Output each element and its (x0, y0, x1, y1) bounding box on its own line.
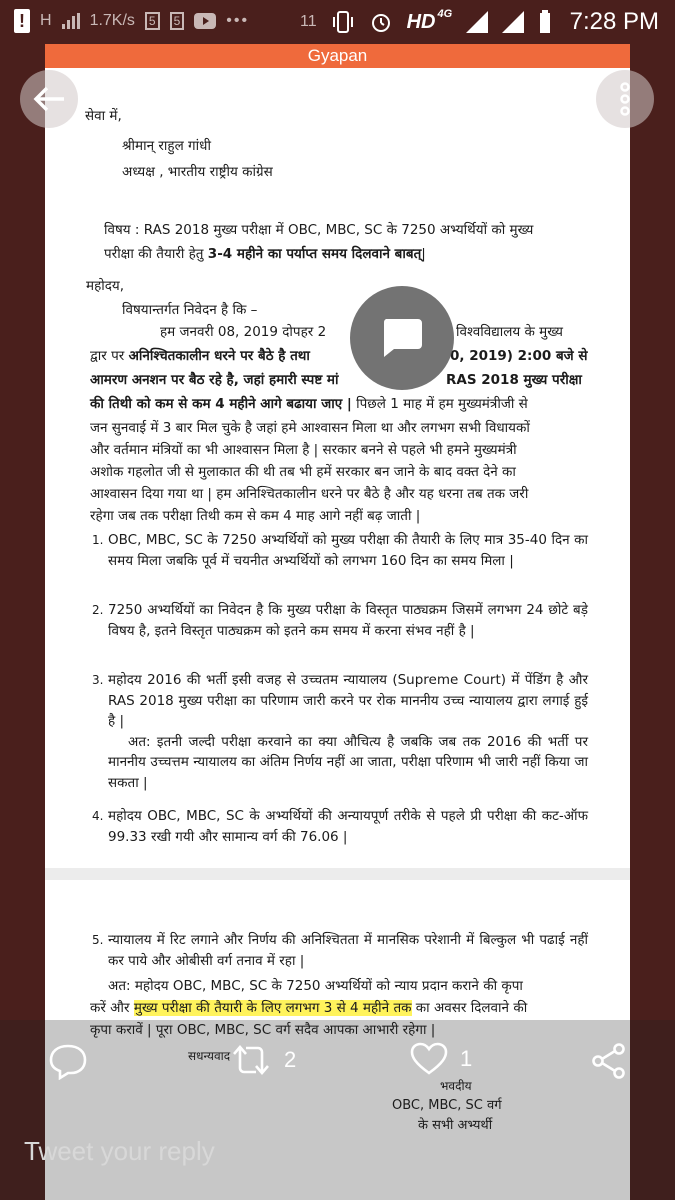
body-3a: आमरण अनशन पर बैठ रहे है, जहां हमारी स्पष्ट मां (90, 372, 339, 388)
list-item (92, 530, 588, 571)
cell-signal-2-icon (502, 11, 524, 33)
battery-icon (538, 10, 552, 34)
body-1a: हम जनवरी 08, 2019 दोपहर 2 (160, 324, 327, 340)
alarm-icon (369, 10, 393, 34)
body-line-5: जन सुनवाई में 3 बार मिल चुके है जहां हमे आश्वासन मिला था और लगभग सभी विधायकों (90, 420, 530, 436)
recipient-name: श्रीमान् राहुल गांधी (122, 138, 211, 154)
back-arrow-icon (32, 85, 66, 113)
partial-time: 11 (300, 13, 317, 30)
subject-end: | (421, 246, 426, 262)
clock: 7:28 PM (569, 8, 659, 35)
signature-1: भवदीय (440, 1079, 472, 1093)
tweet-actions-overlay (0, 1020, 675, 1200)
closing-2c: का अवसर दिलवाने की (411, 1000, 528, 1016)
alert-icon: ! (14, 9, 30, 33)
share-icon (590, 1042, 628, 1080)
body-2c: 0, 2019) 2:00 बजे से (450, 348, 588, 364)
vibrate-icon (331, 10, 355, 34)
list-number: 5. (92, 933, 104, 947)
body-line-7: अशोक गहलोत जी से मुलाकात की थी तब भी हमें सरकार बन जाने के बाद वक्त देने का (90, 464, 516, 480)
reply-icon (48, 1042, 88, 1080)
reply-action[interactable] (48, 1042, 88, 1080)
body-line-4 (90, 394, 590, 415)
closing-line-2 (90, 998, 590, 1019)
back-button[interactable] (20, 70, 78, 128)
intro-line: विषयान्तर्गत निवेदन है कि – (122, 302, 258, 318)
thanks-text: सधन्यवाद (188, 1049, 231, 1063)
closing-2a: करें और (90, 1000, 134, 1016)
list-text: OBC, MBC, SC के 7250 अभ्यर्थियों को मुख्य परीक्षा की तैयारी के लिए मात्र 35-40 दिन का समय मिला जबकि पूर्व में चयनीत अभ्यर्थियों को लगभग 160 दिन का समय मिला | (108, 532, 588, 569)
notification-badge-1: 5 (145, 12, 160, 30)
body-line-9: रहेगा जब तक परीक्षा तिथी कम से कम 4 माह आगे नहीं बढ़ जाती | (90, 508, 421, 524)
body-line-3 (90, 370, 590, 391)
share-action[interactable] (590, 1042, 628, 1080)
subject-emphasis: 3-4 महीने का पर्याप्त समय दिलवाने बाबत् (207, 246, 422, 262)
list-item (92, 600, 588, 641)
list-text-extra: अत: इतनी जल्दी परीक्षा करवाने का क्या औचित्य है जबकि जब तक 2016 की भर्ती पर माननीय उच्चत्तम न्यायालय का अंतिम निर्णय नहीं आ जाता, परीक्षा परिणाम भी जारी नहीं किया जा सकता | (108, 733, 588, 791)
retweet-icon (230, 1042, 272, 1078)
page-break (45, 868, 630, 880)
signature-2: OBC, MBC, SC वर्ग (392, 1098, 502, 1113)
retweet-action[interactable] (230, 1042, 296, 1078)
body-line-6: और वर्तमान मंत्रियों का भी आश्वासन मिला है | सरकार बनने से पहले भी हमने मुख्यमंत्री (90, 442, 517, 458)
greeting: महोदय, (86, 278, 125, 294)
list-number: 1. (92, 533, 104, 547)
closing-line-3: कृपा करावें | पूरा OBC, MBC, SC वर्ग सदैव आपका आभारी रहेगा | (90, 1022, 436, 1038)
cell-signal-icon (466, 11, 488, 33)
list-item (92, 806, 588, 847)
body-1b: विश्वविद्यालय के मुख्य (456, 324, 563, 340)
more-vertical-icon (618, 82, 632, 116)
closing-line-1: अत: महोदय OBC, MBC, SC के 7250 अभ्यर्थियों को न्याय प्रदान कराने की कृपा (108, 978, 523, 994)
list-text: महोदय 2016 की भर्ती इसी वजह से उच्चतम न्यायालय (Supreme Court) में पेंडिंग है और RAS 2018 मुख्य परीक्षा का परिणाम जारी करने पर रोक माननीय उच्च न्यायालय द्वारा लगाई हुई है | (108, 672, 588, 729)
lte-indicator: 4G (437, 8, 453, 20)
like-action[interactable] (410, 1042, 472, 1076)
list-number: 3. (92, 673, 104, 687)
list-text: महोदय OBC, MBC, SC के अभ्यर्थियों की अन्यायपूर्ण तरीके से पहले प्री परीक्षा की कट-ऑफ 99.33 रखी गयी और सामान्य वर्ग की 76.06 | (108, 808, 588, 845)
signal-icon (62, 13, 80, 29)
like-count: 1 (460, 1046, 473, 1071)
body-line-2 (90, 346, 590, 367)
body-line-1 (90, 322, 590, 343)
subject-line-2 (104, 244, 594, 265)
notification-badge-2: 5 (170, 12, 185, 30)
recipient-title: अध्यक्ष , भारतीय राष्ट्रीय कांग्रेस (122, 164, 273, 180)
signature-3: के सभी अभ्यर्थी (418, 1118, 493, 1133)
list-number: 2. (92, 603, 104, 617)
hd-indicator: HD (406, 10, 436, 33)
subject-line-1: विषय : RAS 2018 मुख्य परीक्षा में OBC, MBC, SC के 7250 अभ्यर्थियों को मुख्य (104, 222, 534, 238)
comment-button[interactable] (350, 286, 454, 390)
chat-bubble-icon (380, 317, 424, 359)
list-number: 4. (92, 809, 104, 823)
closing-highlight: मुख्य परीक्षा की तैयारी के लिए लगभग 3 से 4 महीने तक (133, 1000, 412, 1016)
more-options-button[interactable] (596, 70, 654, 128)
list-text: न्यायालय में रिट लगाने और निर्णय की अनिश्चितता में मानसिक परेशानी में बिल्कुल भी पढाई नहीं कर पाये और ओबीसी वर्ग तनाव में रहा | (108, 932, 588, 969)
heart-icon (410, 1042, 448, 1076)
list-item (92, 670, 588, 793)
status-right-icons (300, 10, 552, 34)
more-notifications-icon: ••• (226, 12, 250, 29)
salutation: सेवा में, (85, 108, 122, 124)
status-bar (0, 0, 675, 44)
body-2b: अनिश्चितकालीन धरने पर बैठे है तथा (128, 348, 310, 364)
network-speed: 1.7K/s (89, 12, 135, 29)
body-4a: की तिथी को कम से कम 4 महीने आगे बढाया जाए | (90, 396, 352, 412)
body-2a: द्वार पर (90, 348, 129, 364)
subject-text: परीक्षा की तैयारी हेतु (104, 246, 208, 262)
app-title-bar: Gyapan (45, 44, 630, 68)
youtube-icon (194, 13, 216, 29)
list-text: 7250 अभ्यर्थियों का निवेदन है कि मुख्य परीक्षा के विस्तृत पाठ्यक्रम जिसमें लगभग 24 छोटे बड़े विषय है, इतने विस्तृत पाठ्यक्रम को इतने कम समय में करना संभव नहीं है | (108, 602, 588, 639)
list-item (92, 930, 588, 971)
body-3b: RAS 2018 मुख्य परीक्षा (446, 372, 582, 388)
network-type: H (40, 12, 52, 29)
body-line-8: आश्वासन दिया गया था | हम अनिश्चितकालीन धरने पर बैठे है और यह धरना तब तक जरी (90, 486, 529, 502)
retweet-count: 2 (284, 1047, 297, 1072)
body-4b: पिछले 1 माह में हम मुख्यमंत्रीजी से (351, 396, 528, 412)
status-left (14, 9, 249, 33)
reply-input[interactable]: Tweet your reply (24, 1136, 215, 1166)
